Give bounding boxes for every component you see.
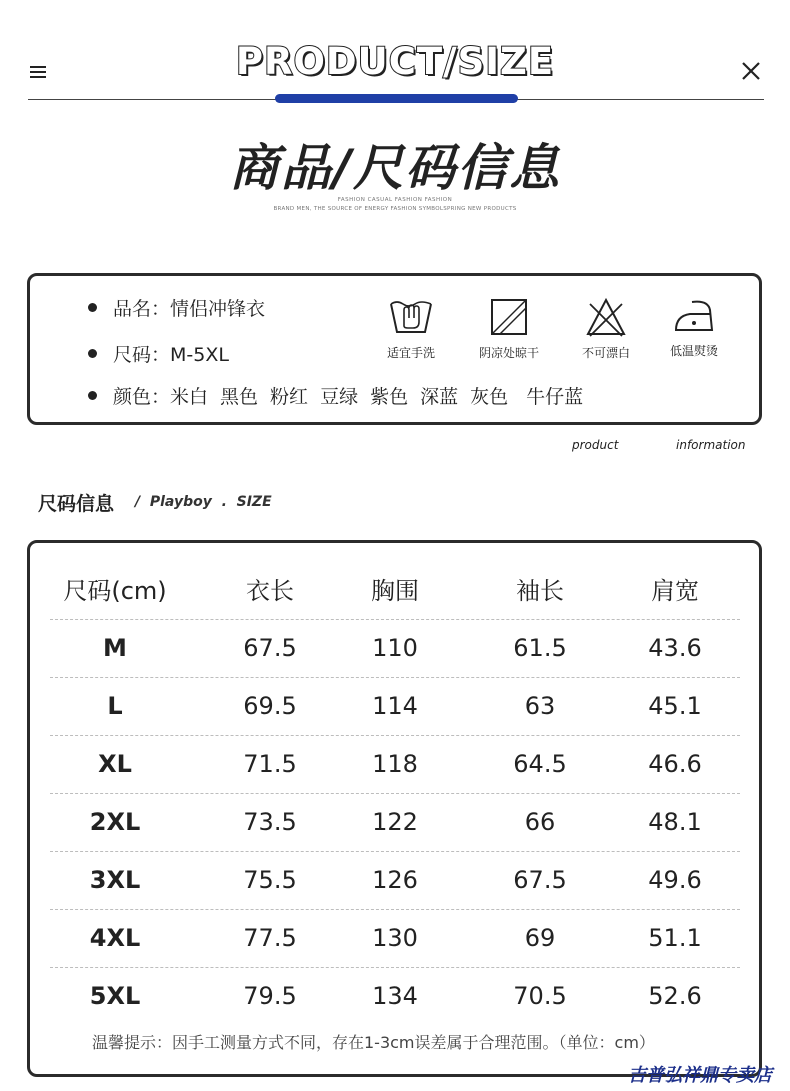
care-low-iron — [649, 296, 739, 359]
do-not-bleach-icon — [584, 296, 628, 338]
length-cell: 71.5 — [243, 750, 297, 778]
color-list — [170, 386, 595, 408]
color-item: 米白 — [170, 386, 209, 408]
care-label: 低温熨烫 — [669, 344, 718, 358]
table-row — [50, 909, 740, 967]
column-header: 袖长 — [516, 577, 564, 605]
table-row — [50, 619, 740, 677]
shoulder-cell: 46.6 — [648, 750, 702, 778]
sleeve-cell: 61.5 — [513, 634, 567, 662]
table-header — [50, 571, 740, 621]
low-temp-iron-icon — [670, 296, 718, 336]
column-header: 胸围 — [371, 577, 419, 605]
sleeve-cell: 69 — [524, 924, 556, 952]
chest-cell: 134 — [372, 982, 418, 1010]
length-cell: 67.5 — [243, 634, 297, 662]
color-item: 深蓝 — [420, 386, 459, 408]
product-size-label: 尺码： — [113, 344, 171, 366]
sleeve-cell: 63 — [524, 692, 556, 720]
size-table-card — [27, 540, 762, 1077]
product-name-value: 情侣冲锋衣 — [170, 298, 266, 320]
size-cell: 2XL — [89, 808, 141, 836]
chest-cell: 126 — [372, 866, 418, 894]
shoulder-cell: 52.6 — [648, 982, 702, 1010]
size-section-subtitle: / Playboy . SIZE — [135, 494, 272, 510]
shoulder-cell: 48.1 — [648, 808, 702, 836]
product-tag: product — [572, 438, 619, 452]
bullet-icon — [88, 391, 97, 400]
color-item: 黑色 — [220, 386, 259, 408]
product-name-row — [88, 294, 265, 321]
hand-wash-icon — [387, 296, 435, 338]
column-header: 肩宽 — [651, 577, 699, 605]
page-subtitle-2: BRAND MEN, THE SOURCE OF ENERGY FASHION SYMBOLSPRING NEW PRODUCTS — [273, 206, 517, 212]
chest-cell: 114 — [372, 692, 418, 720]
chest-cell: 122 — [372, 808, 418, 836]
length-cell: 69.5 — [243, 692, 297, 720]
color-item: 粉红 — [270, 386, 309, 408]
length-cell: 79.5 — [243, 982, 297, 1010]
color-item: 灰色 — [470, 386, 509, 408]
header-title: PRODUCT/SIZE — [235, 40, 555, 83]
sleeve-cell: 66 — [524, 808, 556, 836]
page-subtitle-1: FASHION CASUAL FASHION FASHION — [337, 197, 453, 203]
product-name-label: 品名： — [113, 298, 171, 320]
care-label: 阴凉处晾干 — [478, 346, 539, 360]
column-header: 尺码(cm) — [63, 577, 167, 605]
sleeve-cell: 64.5 — [513, 750, 567, 778]
color-item: 紫色 — [370, 386, 409, 408]
length-cell: 73.5 — [243, 808, 297, 836]
care-label: 不可漂白 — [581, 346, 630, 360]
shoulder-cell: 51.1 — [648, 924, 702, 952]
product-color-label: 颜色： — [113, 386, 171, 408]
shoulder-cell: 43.6 — [648, 634, 702, 662]
close-icon[interactable] — [740, 60, 762, 82]
bullet-icon — [88, 349, 97, 358]
size-cell: 5XL — [89, 982, 141, 1010]
color-item: 豆绿 — [320, 386, 359, 408]
product-size-value: M-5XL — [170, 344, 229, 366]
chest-cell: 110 — [372, 634, 418, 662]
table-row — [50, 793, 740, 851]
size-cell: M — [103, 634, 127, 662]
size-cell: XL — [98, 750, 132, 778]
measurement-note: 温馨提示：因手工测量方式不同，存在1-3cm误差属于合理范围。（单位：cm） — [92, 1033, 655, 1052]
care-hand-wash — [366, 296, 456, 361]
table-row — [50, 851, 740, 909]
sleeve-cell: 67.5 — [513, 866, 567, 894]
size-cell: 4XL — [89, 924, 141, 952]
length-cell: 77.5 — [243, 924, 297, 952]
product-info-card — [27, 273, 762, 425]
length-cell: 75.5 — [243, 866, 297, 894]
shoulder-cell: 49.6 — [648, 866, 702, 894]
table-row — [50, 967, 740, 1025]
store-watermark: 吉普弘祥鼎专卖店 — [628, 1065, 772, 1086]
bullet-icon — [88, 303, 97, 312]
information-tag: information — [676, 438, 746, 452]
size-section-title: 尺码信息 — [38, 493, 115, 515]
column-header: 衣长 — [246, 577, 294, 605]
page-title: 商品/尺码信息 — [228, 139, 562, 197]
care-label: 适宜手洗 — [386, 346, 435, 360]
product-size-row — [88, 340, 229, 367]
table-row — [50, 735, 740, 793]
product-color-row — [88, 382, 595, 409]
size-cell: L — [107, 692, 123, 720]
color-item: 牛仔蓝 — [526, 386, 584, 408]
sleeve-cell: 70.5 — [513, 982, 567, 1010]
table-row — [50, 677, 740, 735]
chest-cell: 130 — [372, 924, 418, 952]
header-accent-bar — [275, 94, 518, 103]
care-dry-shade — [464, 296, 554, 361]
care-no-bleach — [561, 296, 651, 361]
chest-cell: 118 — [372, 750, 418, 778]
shoulder-cell: 45.1 — [648, 692, 702, 720]
size-cell: 3XL — [89, 866, 141, 894]
dry-in-shade-icon — [488, 296, 530, 338]
